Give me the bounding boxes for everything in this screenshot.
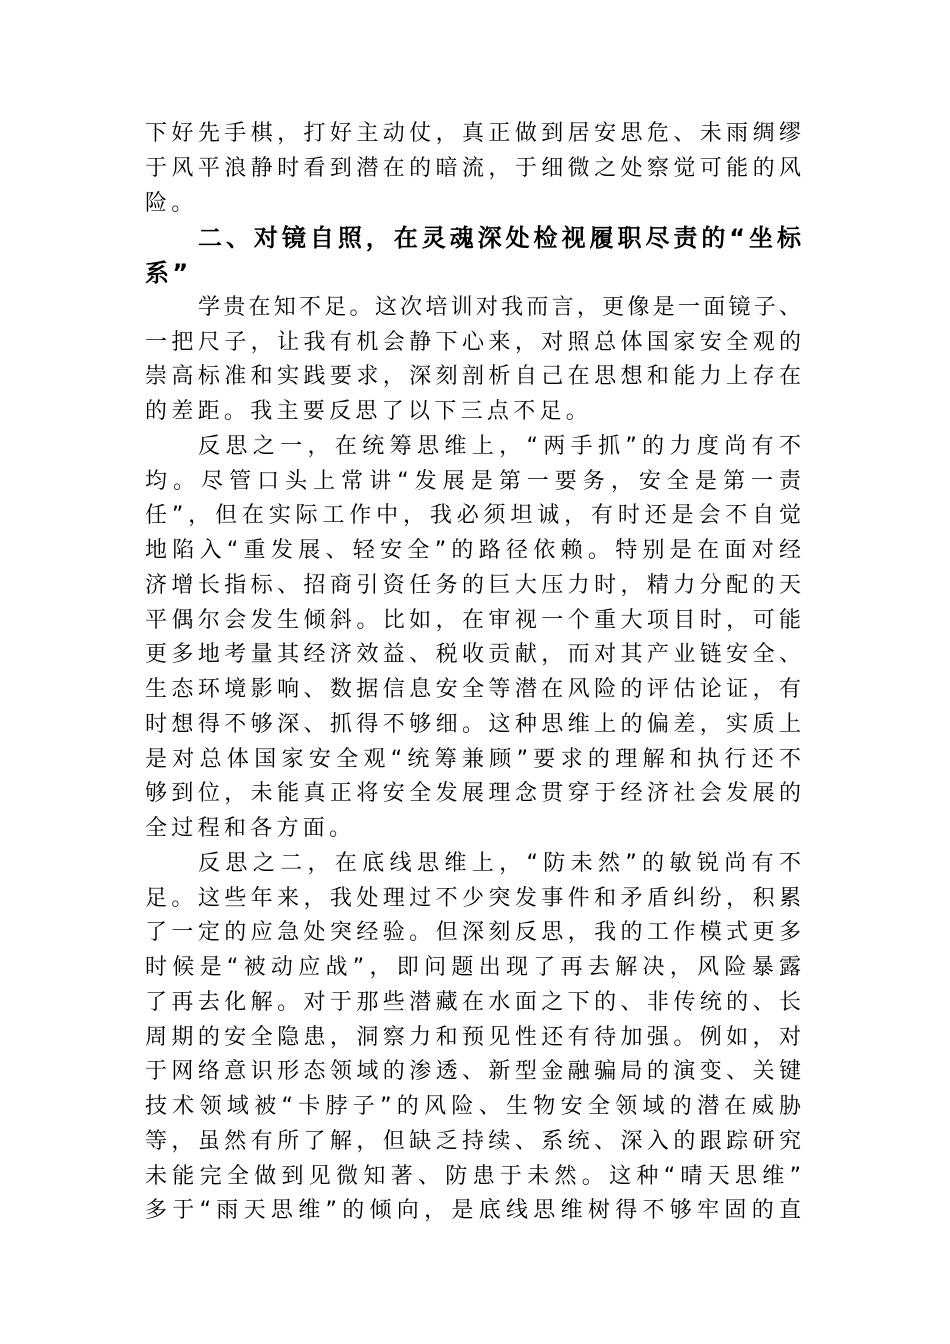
text-line: 一把尺子，让我有机会静下心来，对照总体国家安全观的 [145,329,803,355]
text-line: 够到位，未能真正将安全发展理念贯穿于经济社会发展的 [145,781,803,807]
text-line: 未能完全做到见微知著、防患于未然。这种“晴天思维” [145,1163,803,1189]
text-line: 了再去化解。对于那些潜藏在水面之下的、非传统的、长 [145,989,803,1015]
heading-line: 系” [145,259,192,287]
text-line: 全过程和各方面。 [145,816,356,841]
text-line: 于风平浪静时看到潜在的暗流，于细微之处察觉可能的风 [145,155,803,181]
text-line: 技术领域被“卡脖子”的风险、生物安全领域的潜在威胁 [145,1094,803,1119]
document-body [145,117,803,1229]
heading-line: 二、对镜自照，在灵魂深处检视履职尽责的“坐标 [198,224,803,253]
text-line: 均。尽管口头上常讲“发展是第一要务，安全是第一责 [145,468,803,494]
text-line: 的差距。我主要反思了以下三点不足。 [145,399,593,424]
text-line: 多于“雨天思维”的倾向，是底线思维树得不够牢固的直 [145,1198,803,1224]
text-line: 平偶尔会发生倾斜。比如，在审视一个重大项目时，可能 [145,607,803,633]
text-line: 地陷入“重发展、轻安全”的路径依赖。特别是在面对经 [145,538,803,563]
text-line: 等，虽然有所了解，但缺乏持续、系统、深入的跟踪研究 [145,1128,803,1154]
text-line: 崇高标准和实践要求，深刻剖析自己在思想和能力上存在 [145,364,803,390]
text-line: 任”，但在实际工作中，我必须坦诚，有时还是会不自觉 [145,503,803,529]
text-line: 险。 [145,190,198,216]
text-line: 足。这些年来，我处理过不少突发事件和矛盾纠纷，积累 [145,885,803,911]
text-line: 是对总体国家安全观“统筹兼顾”要求的理解和执行还不 [145,746,803,772]
text-line: 于网络意识形态领域的渗透、新型金融骗局的演变、关键 [145,1059,803,1085]
text-line: 了一定的应急处突经验。但深刻反思，我的工作模式更多 [145,920,803,946]
text-line: 时候是“被动应战”，即问题出现了再去解决，风险暴露 [145,955,803,980]
text-line: 反思之一，在统筹思维上，“两手抓”的力度尚有不 [198,433,803,459]
text-line: 下好先手棋，打好主动仗，真正做到居安思危、未雨绸缪 [145,121,803,146]
text-line: 周期的安全隐患，洞察力和预见性还有待加强。例如，对 [145,1024,803,1050]
text-line: 济增长指标、招商引资任务的巨大压力时，精力分配的天 [145,572,803,598]
paragraph-reflection-one [145,430,803,847]
paragraph-reflection-two [145,847,803,1229]
section-heading [145,221,803,291]
text-line: 学贵在知不足。这次培训对我而言，更像是一面镜子、 [198,294,803,320]
text-line: 更多地考量其经济效益、税收贡献，而对其产业链安全、 [145,642,803,668]
paragraph-intro [145,291,803,430]
text-line: 反思之二，在底线思维上，“防未然”的敏锐尚有不 [198,850,803,876]
text-line: 生态环境影响、数据信息安全等潜在风险的评估论证，有 [145,677,803,702]
paragraph-continuation [145,117,803,221]
text-line: 时想得不够深、抓得不够细。这种思维上的偏差，实质上 [145,711,803,737]
